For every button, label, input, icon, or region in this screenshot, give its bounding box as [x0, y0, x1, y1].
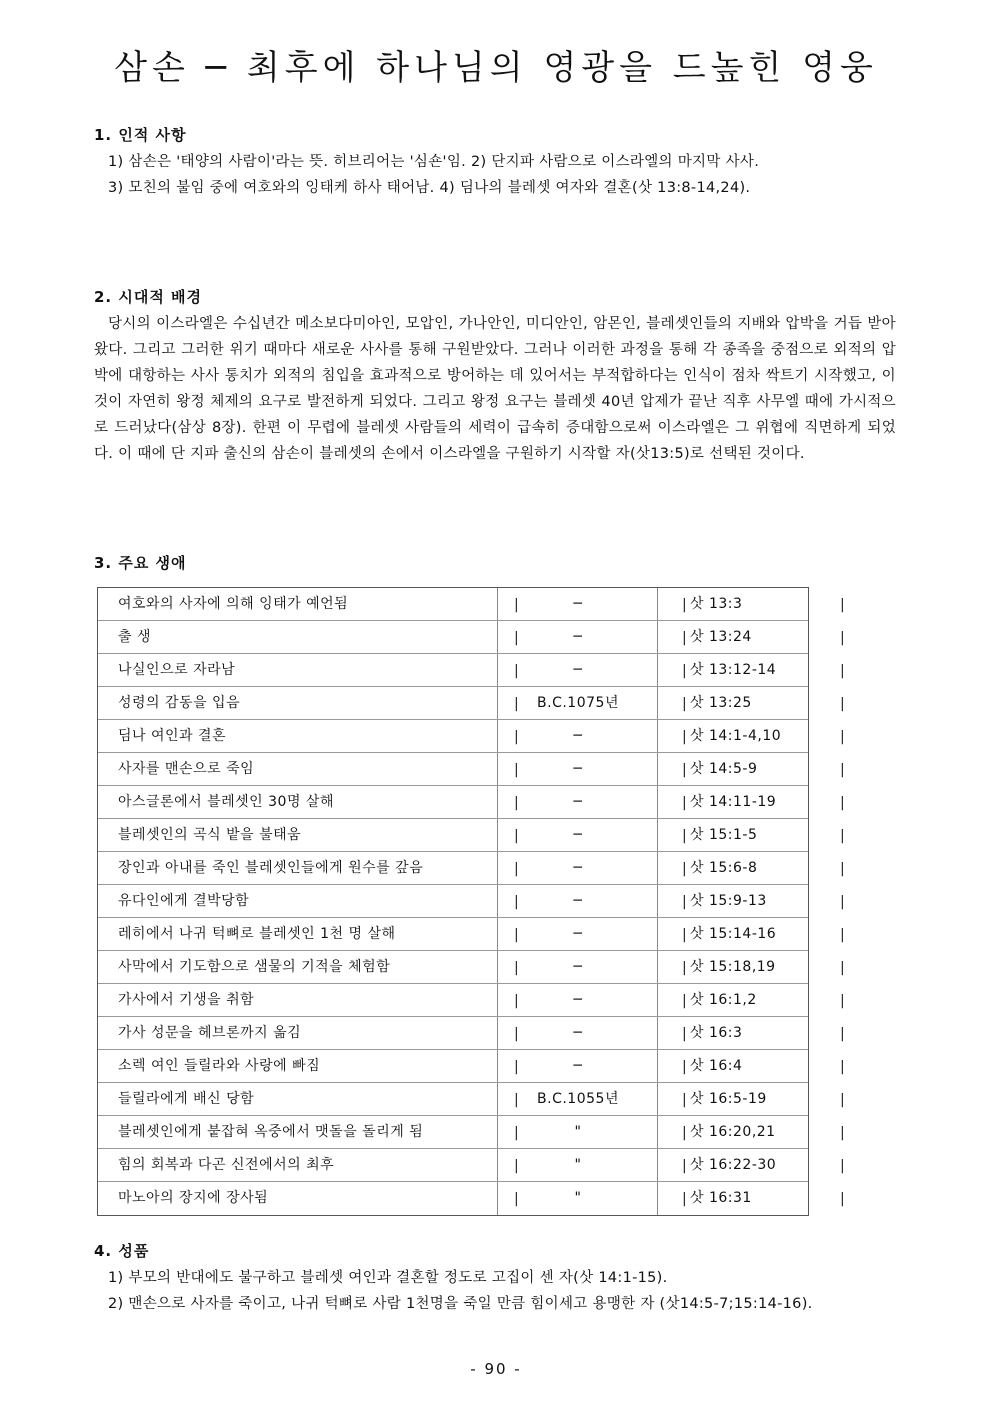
cell-separator: |	[840, 1026, 846, 1042]
cell-separator: |	[514, 1026, 520, 1042]
cell-separator: |	[514, 960, 520, 976]
cell-separator: |	[682, 894, 688, 910]
table-row	[98, 1083, 846, 1116]
event-cell: 힘의 회복과 다곤 신전에서의 최후	[118, 1157, 335, 1173]
date-cell: ─	[573, 662, 583, 678]
date-cell: ─	[573, 992, 583, 1008]
date-cell: ─	[573, 596, 583, 612]
date-cell: ─	[573, 1025, 583, 1041]
event-cell: 사막에서 기도함으로 샘물의 기적을 체험함	[118, 959, 391, 975]
table-row	[98, 621, 846, 654]
cell-separator: |	[514, 597, 520, 613]
cell-separator: |	[840, 927, 846, 943]
event-cell: 아스글론에서 블레셋인 30명 살해	[118, 794, 334, 810]
date-cell: ─	[573, 728, 583, 744]
reference-cell: 삿 14:5-9	[690, 761, 758, 777]
cell-separator: |	[514, 927, 520, 943]
cell-separator: |	[514, 762, 520, 778]
reference-cell: 삿 13:3	[690, 596, 743, 612]
cell-separator: |	[840, 1125, 846, 1141]
table-row	[98, 918, 846, 951]
reference-cell: 삿 15:1-5	[690, 827, 758, 843]
cell-separator: |	[514, 630, 520, 646]
table-row	[98, 654, 846, 687]
cell-separator: |	[514, 993, 520, 1009]
table-row	[98, 786, 846, 819]
section-background	[94, 286, 896, 467]
cell-separator: |	[682, 828, 688, 844]
background-paragraph: 당시의 이스라엘은 수십년간 메소보다미아인, 모압인, 가나안인, 미디안인, 암몬인, 블레셋인들의 지배와 압박을 거듭 받아왔다. 그리고 그러한 위기 때마다 새로운 사사를 통해 구원받았다. 그러나 이러한 과정을 통해 각 종족을 중점으로 외적의 압박에 대항하는 사사 통치가 외적의 침입을 효과적으로 방어하는 데 있어서는 부적합하다는 인식이 점차 싹트기 시작했고, 이것이 자연히 왕정 체제의 요구로 발전하게 되었다. 그리고 왕정 요구는 블레셋 40년 압제가 끝난 직후 사무엘 때에 가시적으로 드러났다(삼상 8장). 한편 이 무렵에 블레셋 사람들의 세력이 급속히 증대함으로써 이스라엘은 그 위협에 직면하게 되었다. 이 때에 단 지파 출신의 삼손이 블레셋의 손에서 이스라엘을 구원하기 시작할 자(삿13:5)로 선택된 것이다.	[94, 316, 896, 462]
cell-separator: |	[514, 795, 520, 811]
cell-separator: |	[682, 795, 688, 811]
cell-separator: |	[514, 894, 520, 910]
table-row	[98, 1149, 846, 1182]
reference-cell: 삿 16:3	[690, 1025, 743, 1041]
table-row	[98, 1050, 846, 1083]
cell-separator: |	[840, 729, 846, 745]
cell-separator: |	[514, 828, 520, 844]
event-cell: 딤나 여인과 결혼	[118, 728, 227, 744]
table-row	[98, 885, 846, 918]
cell-separator: |	[514, 663, 520, 679]
cell-separator: |	[682, 1059, 688, 1075]
table-row	[98, 720, 846, 753]
event-cell: 나실인으로 자라남	[118, 662, 236, 678]
cell-separator: |	[840, 1191, 846, 1207]
cell-separator: |	[682, 1026, 688, 1042]
date-cell: ─	[573, 860, 583, 876]
section-character	[94, 1240, 896, 1317]
cell-separator: |	[682, 861, 688, 877]
event-cell: 장인과 아내를 죽인 블레셋인들에게 원수를 갚음	[118, 860, 424, 876]
date-cell: ─	[573, 893, 583, 909]
cell-separator: |	[840, 993, 846, 1009]
event-cell: 블레셋인에게 붙잡혀 옥중에서 맷돌을 돌리게 됨	[118, 1124, 424, 1140]
reference-cell: 삿 16:22-30	[690, 1157, 777, 1173]
cell-separator: |	[682, 1125, 688, 1141]
cell-separator: |	[840, 1158, 846, 1174]
reference-cell: 삿 16:5-19	[690, 1091, 767, 1107]
date-cell: "	[574, 1124, 582, 1140]
date-cell: B.C.1055년	[537, 1091, 619, 1107]
date-cell: ─	[573, 761, 583, 777]
reference-cell: 삿 15:18,19	[690, 959, 776, 975]
cell-separator: |	[514, 1125, 520, 1141]
reference-cell: 삿 16:1,2	[690, 992, 757, 1008]
event-cell: 소렉 여인 들릴라와 사랑에 빠짐	[118, 1058, 321, 1074]
section-personal-info	[94, 124, 896, 201]
date-cell: ─	[573, 926, 583, 942]
cell-separator: |	[682, 762, 688, 778]
page-title: 삼손 ─ 최후에 하나님의 영광을 드높힌 영웅	[114, 48, 878, 88]
cell-separator: |	[682, 960, 688, 976]
event-cell: 가사 성문을 헤브론까지 옮김	[118, 1025, 302, 1041]
table-row	[98, 687, 846, 720]
table-row	[98, 1017, 846, 1050]
life-events-table	[97, 587, 846, 1216]
cell-separator: |	[840, 894, 846, 910]
date-cell: "	[574, 1157, 582, 1173]
cell-separator: |	[682, 597, 688, 613]
table-row	[98, 1116, 846, 1149]
event-cell: 마노아의 장지에 장사됨	[118, 1190, 269, 1206]
table-row	[98, 852, 846, 885]
cell-separator: |	[840, 1092, 846, 1108]
event-cell: 들릴라에게 배신 당함	[118, 1091, 255, 1107]
reference-cell: 삿 13:24	[690, 629, 752, 645]
cell-separator: |	[514, 1191, 520, 1207]
event-cell: 출 생	[118, 629, 151, 645]
character-line-1: 1) 부모의 반대에도 불구하고 블레셋 여인과 결혼할 정도로 고집이 센 자(삿 14:1-15).	[108, 1270, 668, 1286]
date-cell: B.C.1075년	[537, 695, 619, 711]
cell-separator: |	[514, 696, 520, 712]
cell-separator: |	[840, 960, 846, 976]
event-cell: 가사에서 기생을 취함	[118, 992, 255, 1008]
reference-cell: 삿 16:4	[690, 1058, 743, 1074]
cell-separator: |	[514, 1092, 520, 1108]
table-body	[98, 588, 846, 1215]
cell-separator: |	[840, 630, 846, 646]
cell-separator: |	[514, 861, 520, 877]
section-heading: 4. 성품	[94, 1242, 150, 1260]
table-row	[98, 819, 846, 852]
cell-separator: |	[682, 927, 688, 943]
cell-separator: |	[514, 1059, 520, 1075]
cell-separator: |	[682, 993, 688, 1009]
cell-separator: |	[682, 1191, 688, 1207]
cell-separator: |	[514, 729, 520, 745]
reference-cell: 삿 16:20,21	[690, 1124, 776, 1140]
table-row	[98, 984, 846, 1017]
cell-separator: |	[840, 1059, 846, 1075]
date-cell: "	[574, 1190, 582, 1206]
date-cell: ─	[573, 1058, 583, 1074]
date-cell: ─	[573, 827, 583, 843]
date-cell: ─	[573, 794, 583, 810]
table-row	[98, 1182, 846, 1215]
cell-separator: |	[682, 1158, 688, 1174]
cell-separator: |	[840, 861, 846, 877]
personal-info-line-2: 3) 모친의 불임 중에 여호와의 잉태케 하사 태어남. 4) 딤나의 블레셋 여자와 결혼(삿 13:8-14,24).	[108, 180, 751, 196]
date-cell: ─	[573, 629, 583, 645]
section-heading: 3. 주요 생애	[94, 554, 187, 572]
cell-separator: |	[682, 729, 688, 745]
date-cell: ─	[573, 959, 583, 975]
section-heading: 1. 인적 사항	[94, 126, 187, 144]
reference-cell: 삿 13:12-14	[690, 662, 777, 678]
event-cell: 여호와의 사자에 의해 잉태가 예언됨	[118, 596, 349, 612]
personal-info-line-1: 1) 삼손은 '태양의 사람이'라는 뜻. 히브리어는 '심숀'임. 2) 단지파 사람으로 이스라엘의 마지막 사사.	[108, 154, 760, 170]
table-row	[98, 753, 846, 786]
event-cell: 사자를 맨손으로 죽임	[118, 761, 255, 777]
reference-cell: 삿 14:11-19	[690, 794, 777, 810]
cell-separator: |	[682, 630, 688, 646]
reference-cell: 삿 15:6-8	[690, 860, 758, 876]
event-cell: 성령의 감동을 입음	[118, 695, 241, 711]
section-heading: 2. 시대적 배경	[94, 288, 203, 306]
character-line-2: 2) 맨손으로 사자를 죽이고, 나귀 턱뼈로 사람 1천명을 죽일 만큼 힘이세고 용맹한 자 (삿14:5-7;15:14-16).	[108, 1296, 813, 1312]
reference-cell: 삿 16:31	[690, 1190, 752, 1206]
cell-separator: |	[840, 597, 846, 613]
cell-separator: |	[840, 663, 846, 679]
reference-cell: 삿 14:1-4,10	[690, 728, 782, 744]
event-cell: 레히에서 나귀 턱뼈로 블레셋인 1천 명 살해	[118, 926, 396, 942]
reference-cell: 삿 15:14-16	[690, 926, 777, 942]
reference-cell: 삿 13:25	[690, 695, 752, 711]
cell-separator: |	[682, 663, 688, 679]
cell-separator: |	[840, 828, 846, 844]
event-cell: 유다인에게 결박당함	[118, 893, 250, 909]
cell-separator: |	[840, 762, 846, 778]
cell-separator: |	[840, 696, 846, 712]
reference-cell: 삿 15:9-13	[690, 893, 767, 909]
table-row	[98, 588, 846, 621]
section-main-life	[94, 552, 896, 573]
table-row	[98, 951, 846, 984]
event-cell: 블레셋인의 곡식 밭을 불태움	[118, 827, 302, 843]
cell-separator: |	[682, 696, 688, 712]
page-number: - 90 -	[470, 1360, 522, 1378]
cell-separator: |	[682, 1092, 688, 1108]
cell-separator: |	[514, 1158, 520, 1174]
cell-separator: |	[840, 795, 846, 811]
